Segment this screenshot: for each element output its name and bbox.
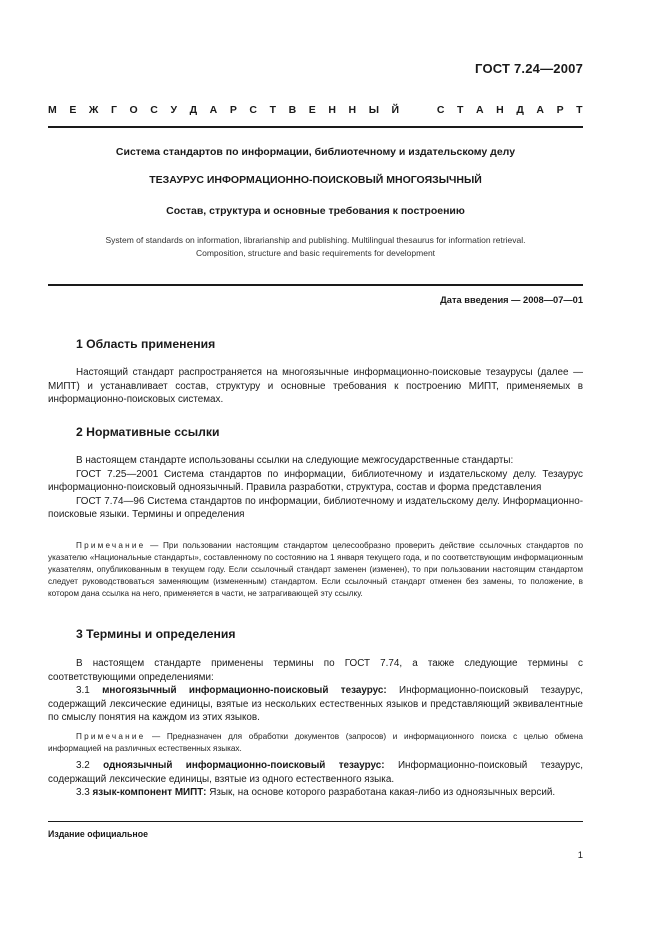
section-3-heading: 3 Термины и определения <box>76 627 236 641</box>
section-1-heading: 1 Область применения <box>76 337 216 351</box>
section-3-intro: В настоящем стандарте применены термины по ГОСТ 7.74, а также следующие термины с соответствующими определениями: <box>48 658 583 683</box>
section-1-text: Настоящий стандарт распространяется на многоязычные информационно-поисковые тезаурусы (далее — МИПТ) и устанавливает состав, структуру и основные требования к построению МИПТ, применяемых в информационно-поисковых системах. <box>48 367 583 406</box>
section-2-intro: В настоящем стандарте использованы ссылки на следующие межгосударственные стандарты: <box>76 455 514 466</box>
standard-code: ГОСТ 7.24—2007 <box>475 61 583 76</box>
main-title: ТЕЗАУРУС ИНФОРМАЦИОННО-ПОИСКОВЫЙ МНОГОЯЗЫЧНЫЙ <box>149 174 482 186</box>
term-3-3: 3.3 язык-компонент МИПТ: Язык, на основе которого разработана какая-либо из одноязычных версий. <box>76 787 556 799</box>
section-2-body <box>48 454 583 522</box>
section-2-note <box>48 540 583 600</box>
english-title: System of standards on information, librarianship and publishing. Multilingual thesaurus for information retrieval. Composition, structure and basic requirements for development <box>105 235 526 258</box>
term-3-2: 3.2 одноязычный информационно-поисковый тезаурус: Информационно-поисковый тезаурус, содержащий лексические единицы, взятые из одного естественного языка. <box>48 760 583 785</box>
term-3-1: 3.1 многоязычный информационно-поисковый тезаурус: Информационно-поисковый тезаурус, содержащий лексические единицы, взятые из нескольких естественных языков и представляющий эквивалентные по смыслу понятия на каждом из этих языков. <box>48 685 583 724</box>
section-3-note <box>48 731 583 755</box>
subtitle: Состав, структура и основные требования к построению <box>166 205 465 217</box>
section-3-body <box>48 657 583 725</box>
top-divider <box>48 126 583 128</box>
section-3 <box>48 628 583 642</box>
introduction-date: Дата введения — 2008—07—01 <box>440 295 583 305</box>
section-3-terms-continued <box>48 759 583 800</box>
page-number: 1 <box>577 850 583 861</box>
section-1-body <box>48 366 583 407</box>
title-divider <box>48 284 583 286</box>
note-label: Примечание <box>76 541 146 550</box>
reference-gost-7-74: ГОСТ 7.74—96 Система стандартов по информации, библиотечному и издательскому делу. Информационно-поисковые языки. Термины и определения <box>48 495 583 521</box>
note-text: — При пользовании настоящим стандартом целесообразно проверить действие ссылочных стандартов по указателю «Национальные стандарты», составленному по состоянию на 1 января текущего года, и по соответствующим информационным указателям, опубликованным в текущем году. Если ссылочный стандарт заменен (изменен), то при пользовании настоящим стандартом следует руководствоваться заменяющим (измененным) стандартом. Если ссылочный стандарт отменен без замены, то положение, в котором дана ссылка на него, применяется в части, не затрагивающей эту ссылку. <box>48 541 583 598</box>
reference-gost-7-25: ГОСТ 7.25—2001 Система стандартов по информации, библиотечному и издательскому делу. Тезаурус информационно-поисковый одноязычный. Правила разработки, структура, состав и форма представления <box>48 468 583 494</box>
edition-label: Издание официальное <box>48 829 148 839</box>
section-2-heading: 2 Нормативные ссылки <box>76 425 220 439</box>
series-title: Система стандартов по информации, библиотечному и издательскому делу <box>115 146 516 158</box>
footer-divider <box>48 821 583 822</box>
interstate-standard-banner: М Е Ж Г О С У Д А Р С Т В Е Н Н Ы Й С Т А Н Д А Р Т <box>48 104 583 116</box>
section-2 <box>48 426 583 440</box>
note-label: Примечание <box>76 732 146 741</box>
note-text: — Предназначен для обработки документов (запросов) и информационного поиска с целью обмена информацией на различных естественных языках. <box>48 732 583 753</box>
section-1 <box>48 338 583 352</box>
